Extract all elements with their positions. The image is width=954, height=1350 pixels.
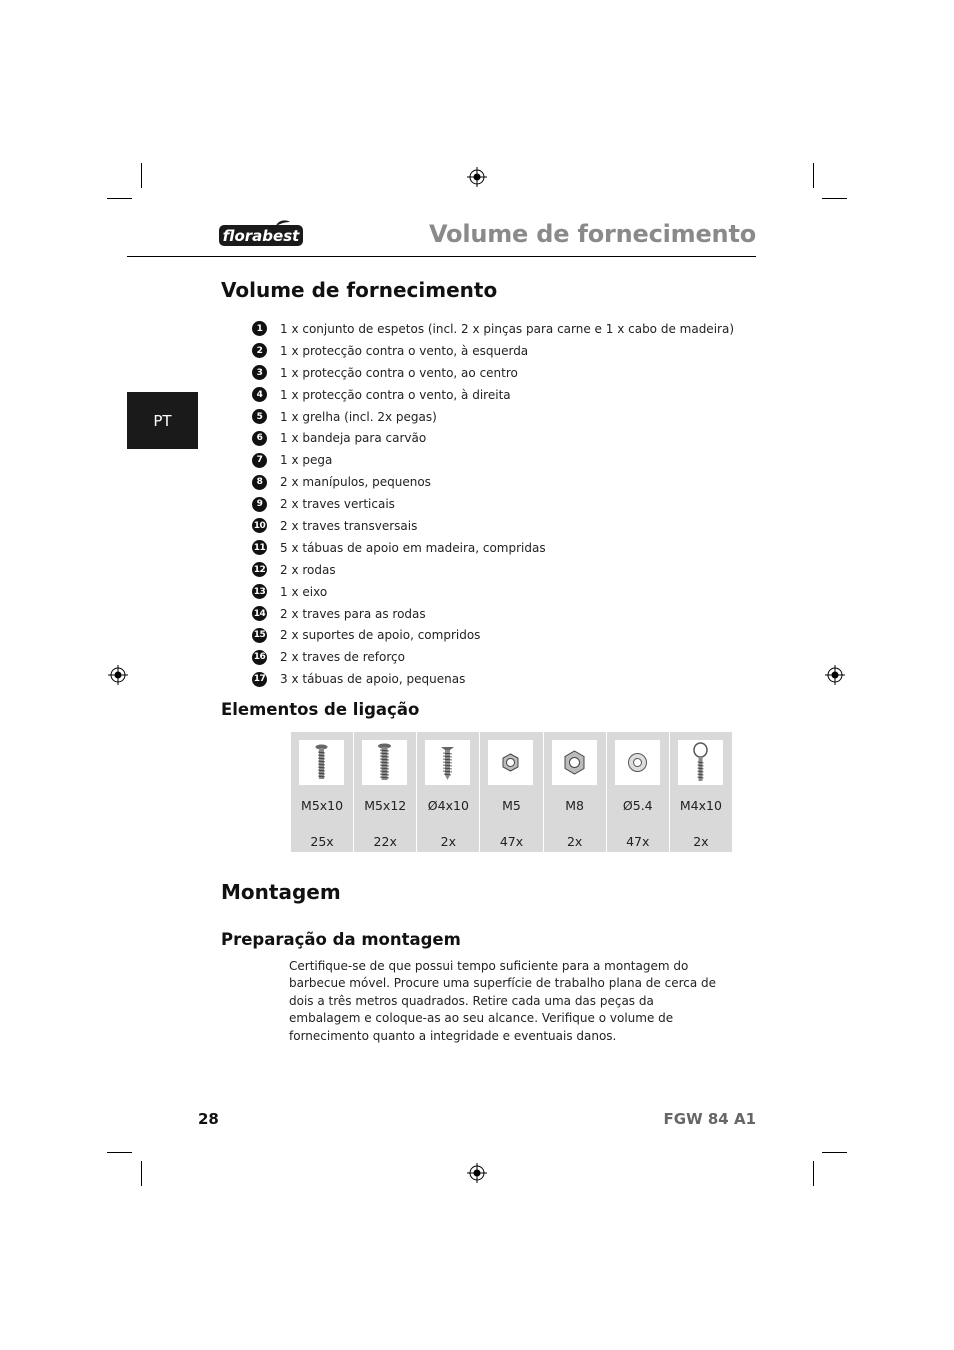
item-number-badge: 14	[252, 606, 267, 621]
item-number-badge: 9	[252, 497, 267, 512]
crop-mark	[107, 1152, 132, 1153]
fastener-quantity: 25x	[310, 834, 334, 849]
fastener-column	[291, 732, 354, 852]
supply-list	[252, 318, 734, 690]
item-number-badge: 13	[252, 584, 267, 599]
fastener-size: M4x10	[679, 798, 722, 813]
crop-mark	[141, 1161, 142, 1186]
section-heading-assembly: Montagem	[221, 880, 341, 904]
fastener-table	[291, 732, 732, 852]
fastener-column	[607, 732, 670, 852]
crop-mark	[813, 1161, 814, 1186]
fastener-column	[480, 732, 543, 852]
item-number-badge: 11	[252, 540, 267, 555]
item-text: 1 x pega	[280, 453, 333, 468]
item-text: 2 x suportes de apoio, compridos	[280, 628, 481, 643]
registration-mark-icon	[825, 665, 845, 685]
crop-mark	[107, 198, 132, 199]
registration-mark-icon	[108, 665, 128, 685]
crop-mark	[813, 163, 814, 188]
item-number-badge: 16	[252, 650, 267, 665]
fastener-quantity: 2x	[693, 834, 709, 849]
list-item	[252, 537, 734, 559]
list-item	[252, 406, 734, 428]
item-text: 2 x traves para as rodas	[280, 606, 426, 621]
fastener-size: M5x12	[364, 798, 407, 813]
item-text: 1 x protecção contra o vento, ao centro	[280, 365, 518, 380]
fastener-column	[670, 732, 732, 852]
list-item	[252, 581, 734, 603]
item-text: 2 x traves verticais	[280, 497, 395, 512]
fastener-quantity: 22x	[373, 834, 397, 849]
item-text: 2 x rodas	[280, 562, 336, 577]
item-number-badge: 6	[252, 431, 267, 446]
item-text: 1 x protecção contra o vento, à direita	[280, 387, 511, 402]
fastener-size: Ø4x10	[427, 798, 469, 813]
item-text: 3 x tábuas de apoio, pequenas	[280, 672, 466, 687]
list-item	[252, 449, 734, 471]
list-item	[252, 362, 734, 384]
fastener-size: M5x10	[301, 798, 344, 813]
eye-bolt-icon	[678, 740, 723, 785]
item-number-badge: 17	[252, 672, 267, 687]
item-text: 2 x manípulos, pequenos	[280, 475, 431, 490]
list-item	[252, 318, 734, 340]
section-heading-fasteners: Elementos de ligação	[221, 700, 420, 719]
svg-text:florabest: florabest	[222, 227, 300, 245]
item-number-badge: 7	[252, 453, 267, 468]
item-text: 5 x tábuas de apoio em madeira, compridas	[280, 540, 546, 555]
crop-mark	[141, 163, 142, 188]
fastener-quantity: 47x	[499, 834, 524, 849]
item-text: 1 x eixo	[280, 584, 328, 599]
preparation-paragraph: Certifique-se de que possui tempo suficiente para a montagem do barbecue móvel. Procure uma superfície de trabalho plana de cerca de dois a três metros quadrados. Retire cada uma das peças da embalagem e coloque-as ao seu alcance. Verifique o volume de fornecimento quanto a integridade e eventuais danos.	[289, 959, 717, 1043]
page-number: 28	[198, 1110, 219, 1128]
item-number-badge: 3	[252, 365, 267, 380]
item-number-badge: 1	[252, 321, 267, 336]
fastener-quantity: 47x	[626, 834, 650, 849]
fastener-column	[544, 732, 607, 852]
item-text: 2 x traves transversais	[280, 518, 418, 533]
fastener-quantity: 2x	[566, 834, 583, 849]
item-text: 1 x protecção contra o vento, à esquerda	[280, 343, 529, 358]
list-item	[252, 515, 734, 537]
item-text: 1 x grelha (incl. 2x pegas)	[280, 409, 437, 424]
section-heading-supply: Volume de fornecimento	[221, 278, 498, 302]
fastener-size: M8	[565, 798, 584, 813]
item-text: 1 x conjunto de espetos (incl. 2 x pinças para carne e 1 x cabo de madeira)	[280, 321, 734, 336]
list-item	[252, 668, 734, 690]
screw-icon	[425, 740, 470, 785]
fastener-quantity: 2x	[440, 834, 457, 849]
item-number-badge: 15	[252, 628, 267, 643]
nut-icon	[488, 740, 533, 785]
item-text: 2 x traves de reforço	[280, 650, 405, 665]
list-item	[252, 603, 734, 625]
list-item	[252, 646, 734, 668]
item-number-badge: 12	[252, 562, 267, 577]
item-number-badge: 4	[252, 387, 267, 402]
crop-mark	[822, 198, 847, 199]
item-number-badge: 2	[252, 343, 267, 358]
list-item	[252, 384, 734, 406]
list-item	[252, 340, 734, 362]
nut-icon	[552, 740, 597, 785]
language-tab: PT	[127, 392, 198, 449]
list-item	[252, 427, 734, 449]
list-item	[252, 559, 734, 581]
washer-icon	[615, 740, 660, 785]
list-item	[252, 493, 734, 515]
registration-mark-icon	[467, 167, 487, 187]
fastener-column	[354, 732, 417, 852]
fastener-size: Ø5.4	[622, 798, 653, 813]
florabest-logo	[218, 220, 304, 248]
model-number: FGW 84 A1	[663, 1110, 756, 1128]
screw-icon	[362, 740, 407, 785]
header-title: Volume de fornecimento	[428, 220, 756, 248]
item-text: 1 x bandeja para carvão	[280, 431, 427, 446]
item-number-badge: 10	[252, 518, 267, 533]
fastener-size: M5	[502, 798, 521, 813]
item-number-badge: 5	[252, 409, 267, 424]
registration-mark-icon	[467, 1163, 487, 1183]
header-divider	[127, 256, 756, 257]
subheading-preparation: Preparação da montagem	[221, 930, 461, 949]
list-item	[252, 471, 734, 493]
list-item	[252, 624, 734, 646]
fastener-column	[417, 732, 480, 852]
crop-mark	[822, 1152, 847, 1153]
item-number-badge: 8	[252, 475, 267, 490]
screw-icon	[299, 740, 344, 785]
